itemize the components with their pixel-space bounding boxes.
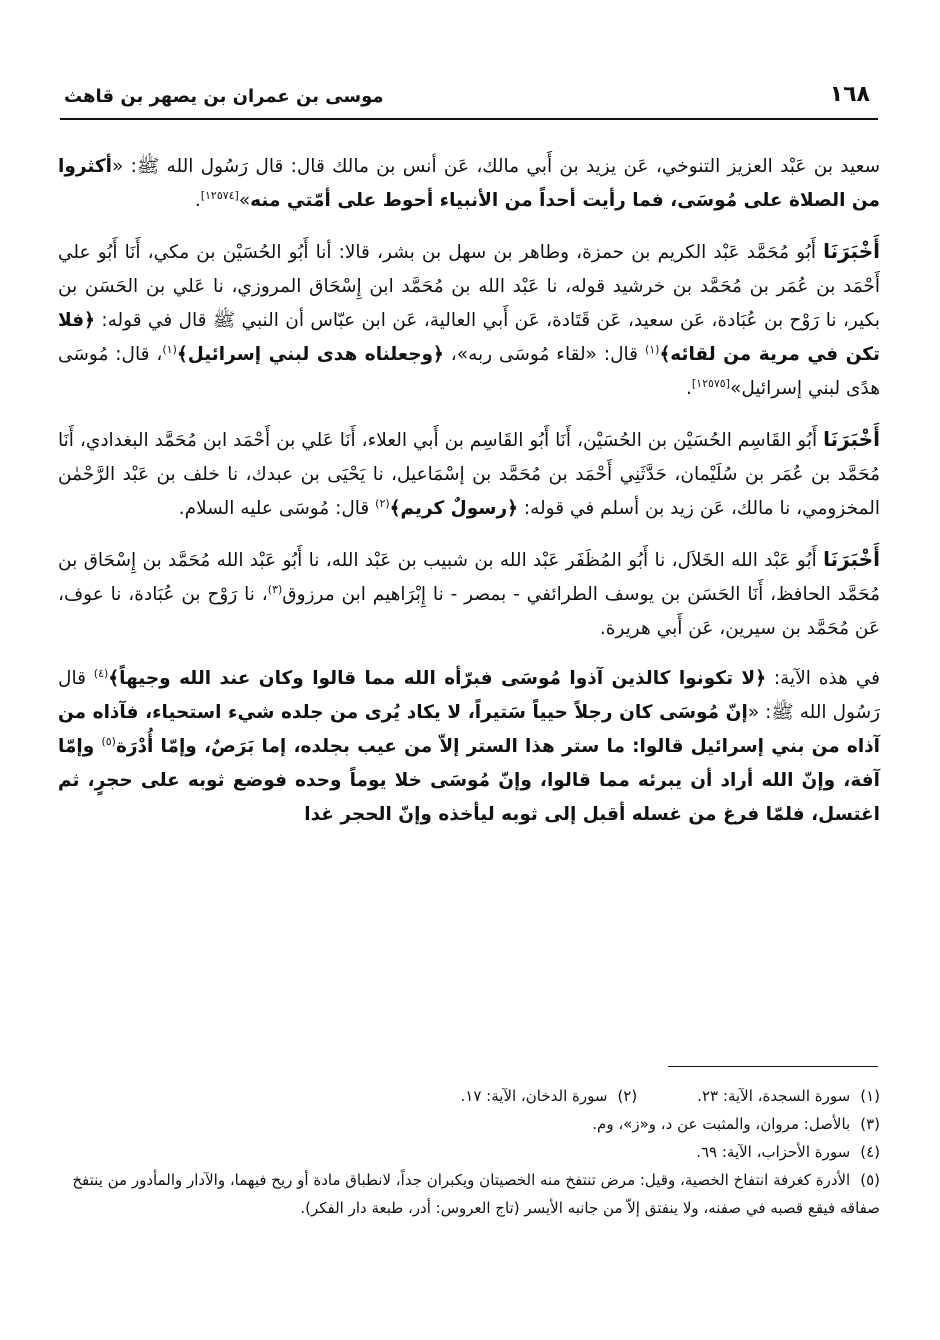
- quran-verse: ﴿لا تكونوا كالذين آذوا مُوسَى فبرّأه الله مما قالوا وكان عند الله وجيهاً﴾: [108, 668, 767, 689]
- running-title: موسى بن عمران بن يصهر بن قاهث: [64, 86, 384, 107]
- main-text: [58, 150, 880, 848]
- footnote-1: (١)سورة السجدة، الآية: ٢٣.: [697, 1087, 880, 1105]
- quran-verse: ﴿فلا تكن في مرية من لقائه﴾: [58, 310, 881, 365]
- footnote-marker: (١): [162, 342, 177, 356]
- footnote-2: (٢)سورة الدخان، الآية: ١٧.: [460, 1087, 638, 1105]
- paragraph-4: أَخْبَرَنَا أَبُو عَبْد الله الخَلاَل، نا أَبُو المُظَفَر عَبْد الله بن شبيب بن عَبْد الله، نا أَبُو عَبْد الله مُحَمَّد بن إِسْحَاق بن مُحَمَّد الحافظ، أَنَا الحَسَن بن يوسف الطرائفي - بمصر - نا إِبْرَاهيم ابن مرزوق$^{(٣)}$، نا رَوْح بن عُبَادة، نا عوف، عَن مُحَمَّد بن سيرين، عَن أَبي هريرة.: [58, 547, 880, 639]
- hadith-text: أكثروا من الصلاة على مُوسَى، فما رأيت أحداً من الأنبياء أحوط على أمّتي منه: [58, 156, 880, 211]
- paragraph-2: أَخْبَرَنَا أَبُو مُحَمَّد عَبْد الكريم بن حمزة، وطاهر بن سهل بن بشر، قالا: أنا أَبُو الحُسَيْن بن مكي، أَنَا أَبُو علي أَحْمَد بن عُمَر بن مُحَمَّد بن خرشيد قوله، نا عَبْد الله بن مُحَمَّد ابن إِسْحَاق المروزي، نا عَلي بن الحَسَن بن بكير، نا رَوْح بن عُبَادة، عَن سعيد، عَن قَتَادة، عَن أَبي العالية، عَن ابن عبّاس أن النبي ﷺ قال في قوله: ﴿فلا تكن في مرية من لقائه﴾$^{(١)}$ قال: «لقاء مُوسَى ربه»، ﴿وجعلناه هدى لبني إسرائيل﴾$^{(١)}$، قال: مُوسَى هدًى لبني إسرائيل»[١٢٥٧٥].: [58, 239, 881, 399]
- footnote-4: (٤)سورة الأحزاب، الآية: ٦٩.: [696, 1143, 880, 1161]
- paragraph-5: في هذه الآية: ﴿لا تكونوا كالذين آذوا مُوسَى فبرّأه الله مما قالوا وكان عند الله وجيهاً﴾$^{(٤)}$ قال رَسُول الله ﷺ: «إنّ مُوسَى كان رجلاً حيياً سَتيراً، لا يكاد يُرى من جلده شيء استحياء، فآذاه من آذاه من بني إسرائيل قالوا: ما ستر هذا الستر إلاّ من عيب بجلده، إما بَرَصٌ، وإمّا أُدْرَة$^{(٥)}$ وإمّا آفة، وإنّ الله أراد أن يبرئه مما قالوا، وإنّ مُوسَى خلا يوماً وحده فوضع ثوبه على حجرٍ، ثم اغتسل، فلمّا فرغ من غسله أقبل إلى ثوبه ليأخذه وإنّ الحجر غدا: [58, 666, 881, 825]
- footnote-marker: (٣): [267, 582, 283, 596]
- footnote-row: [62, 1082, 880, 1110]
- akhbarana-lead: أَخْبَرَنَا: [823, 547, 880, 571]
- quran-verse: ﴿وجعلناه هدى لبني إسرائيل﴾: [176, 344, 444, 365]
- footnote-marker: (٥): [101, 734, 116, 748]
- paragraph-3: أَخْبَرَنَا أَبُو القَاسِم الحُسَيْن بن الحُسَيْن، أَنَا أَبُو القَاسِم بن أَبي العلاء، أَنَا عَلي بن أَحْمَد ابن مُحَمَّد البغدادي، أَنَا مُحَمَّد بن عُمَر بن سُلَيْمان، حَدَّثَنِي أَحْمَد بن مُحَمَّد بن إسْمَاعيل، نا يَحْيَى بن عبدك، نا خلف بن عَبْد الرَّحْمٰن المخزومي، نا مالك، عَن زيد بن أسلم في قوله: ﴿رسولٌ كريم﴾$^{(٢)}$ قال: مُوسَى عليه السلام.: [58, 427, 880, 519]
- footnote-marker: (١): [644, 342, 660, 356]
- paragraph-1: سعيد بن عَبْد العزيز التنوخي، عَن يزيد بن أَبي مالك، عَن أنس بن مالك قال: قال رَسُول الله ﷺ: «أكثروا من الصلاة على مُوسَى، فما رأيت أحداً من الأنبياء أحوط على أمّتي منه»[١٢٥٧٤].: [58, 156, 880, 211]
- footnote-3: (٣)بالأصل: مروان، والمثبت عن د، و«ز»، وم.: [592, 1115, 880, 1133]
- footnotes: [62, 1082, 880, 1222]
- header-rule: [60, 118, 878, 120]
- akhbarana-lead: أَخْبَرَنَا: [823, 239, 880, 263]
- quran-verse: ﴿رسولٌ كريم﴾: [389, 498, 518, 519]
- page-header: [60, 78, 878, 118]
- footnote-rule: [668, 1066, 878, 1067]
- footnote-5: (٥)الأدرة كغرفة انتفاخ الخصية، وقيل: مرض تنتفخ منه الخصيتان ويكبران جداً، لانطباق مادة أو ريح فيهما، والآدار والمأدور من ينتفخ صفاقه فيقع قصبه في صفنه، ولا ينفتق إلاّ من جانبه الأيسر (تاج العروس: أدر، طبعة دار الفكر).: [72, 1171, 880, 1217]
- akhbarana-lead: أَخْبَرَنَا: [823, 427, 880, 451]
- hadith-text: إنّ مُوسَى كان رجلاً حيياً سَتيراً، لا يكاد يُرى من جلده شيء استحياء، فآذاه من آذاه من بني إسرائيل قالوا: ما ستر هذا الستر إلاّ من عيب بجلده، إما بَرَصٌ، وإمّا أُدْرَة: [58, 702, 880, 757]
- hadith-text: وإمّا آفة، وإنّ الله أراد أن يبرئه مما قالوا، وإنّ مُوسَى خلا يوماً وحده فوضع ثوبه على حجرٍ، ثم اغتسل، فلمّا فرغ من غسله أقبل إلى ثوبه ليأخذه وإنّ الحجر غدا: [58, 736, 880, 825]
- footnote-marker: (٤): [93, 666, 109, 680]
- page-number: ١٦٨: [829, 82, 870, 107]
- reference-number: [١٢٥٧٥]: [691, 376, 731, 390]
- reference-number: [١٢٥٧٤]: [200, 188, 239, 202]
- footnote-marker: (٢): [375, 496, 390, 510]
